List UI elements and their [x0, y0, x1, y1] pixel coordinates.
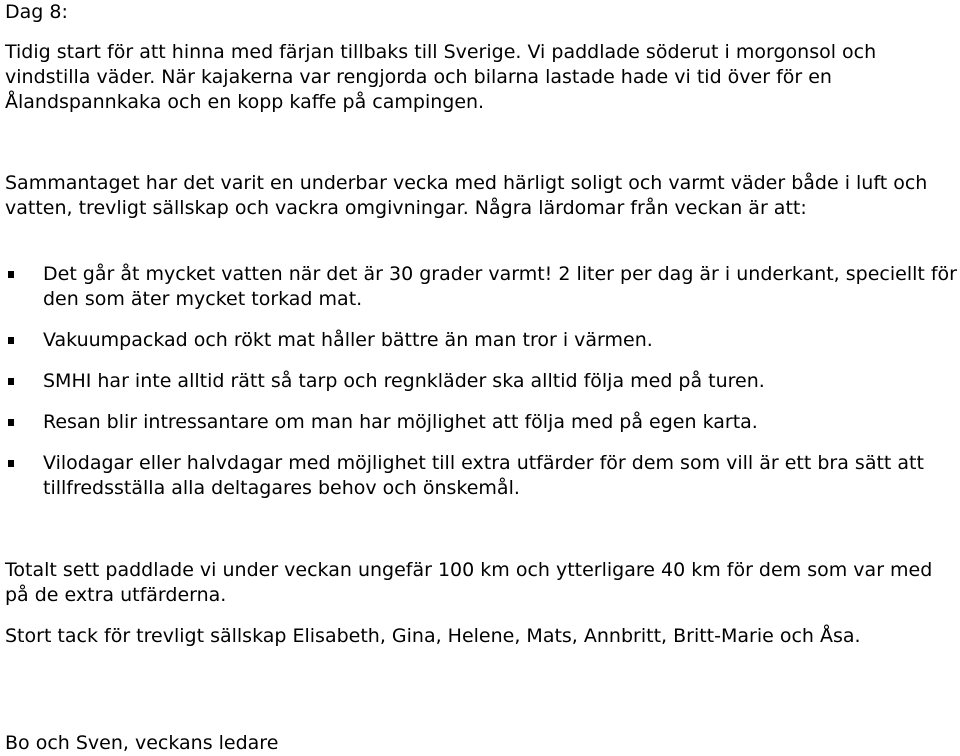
bullet-square-icon [8, 378, 14, 385]
list-item [5, 262, 957, 312]
bullet-square-icon [8, 271, 14, 278]
list-item-text: Det går åt mycket vatten när det är 30 grader varmt! 2 liter per dag är i underkant, speciellt för den som äter mycket torkad mat. [43, 263, 957, 310]
bullet-square-icon [8, 419, 14, 426]
day-heading: Dag 8: [5, 1, 68, 23]
list-item [5, 369, 957, 394]
distance-paragraph: Totalt sett paddlade vi under veckan ungefär 100 km och ytterligare 40 km för dem som var med på de extra utfärderna. [5, 559, 933, 606]
list-item [5, 328, 957, 353]
list-item-text: SMHI har inte alltid rätt så tarp och regnkläder ska alltid följa med på turen. [43, 370, 765, 392]
list-item-text: Vakuumpackad och rökt mat håller bättre än man tror i värmen. [43, 329, 653, 351]
list-item [5, 451, 957, 501]
bullet-square-icon [8, 460, 14, 467]
list-item [5, 410, 957, 435]
lessons-list [5, 262, 957, 501]
intro-paragraph: Tidig start för att hinna med färjan tillbaks till Sverige. Vi paddlade söderut i morgonsol och vindstilla väder. När kajakerna var rengjorda och bilarna lastade hade vi tid över för en Ålandspannkaka och en kopp kaffe på campingen. [5, 41, 877, 113]
bullet-square-icon [8, 337, 14, 344]
list-item-text: Resan blir intressantare om man har möjlighet att följa med på egen karta. [43, 411, 758, 433]
signature: Bo och Sven, veckans ledare [5, 732, 279, 754]
summary-paragraph: Sammantaget har det varit en underbar vecka med härligt soligt och varmt väder både i luft och vatten, trevligt sällskap och vackra omgivningar. Några lärdomar från veckan är att: [5, 172, 928, 219]
list-item-text: Vilodagar eller halvdagar med möjlighet till extra utfärder för dem som vill är ett bra sätt att tillfredsställa alla deltagares behov och önskemål. [43, 452, 924, 499]
thanks-paragraph: Stort tack för trevligt sällskap Elisabeth, Gina, Helene, Mats, Annbritt, Britt-Marie och Åsa. [5, 625, 861, 647]
